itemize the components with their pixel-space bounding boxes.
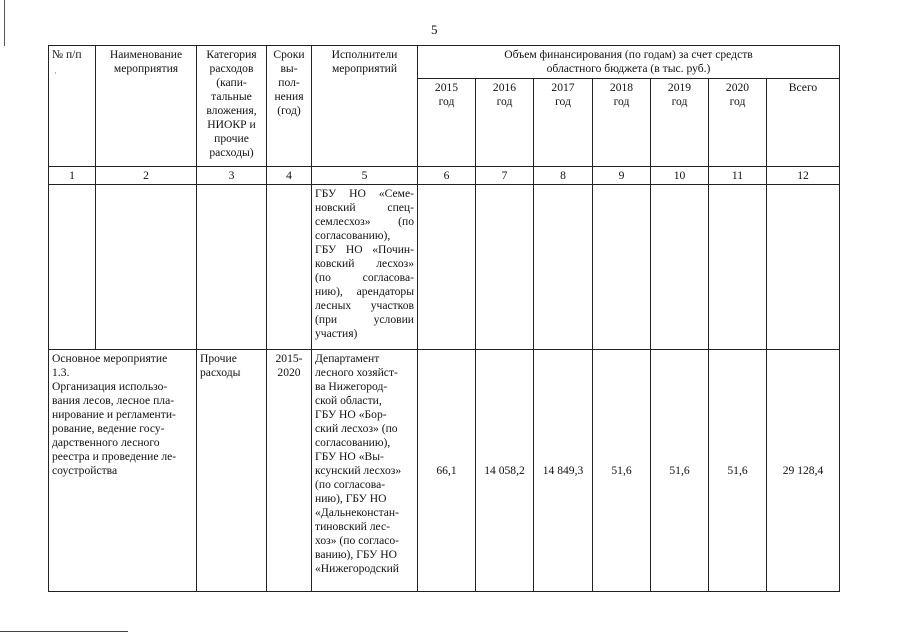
table-cell	[593, 185, 651, 350]
footnote-rule	[0, 631, 128, 632]
column-number: 11	[709, 167, 767, 185]
column-number: 1	[49, 167, 96, 185]
column-numbers-row	[49, 167, 840, 185]
funding-table	[48, 45, 840, 592]
header-col-funding: Объем финансирования (по годам) за счет средств областного бюджета (в тыс. руб.)	[418, 46, 840, 79]
table-cell	[709, 185, 767, 350]
table-row-continuation	[49, 185, 840, 350]
column-number: 12	[767, 167, 840, 185]
header-year-2020: 2020 год	[709, 79, 767, 167]
header-year-2015: 2015 год	[418, 79, 476, 167]
column-number: 7	[476, 167, 534, 185]
value-2017: 14 849,3	[534, 350, 593, 592]
column-number: 4	[267, 167, 312, 185]
table-cell	[197, 185, 267, 350]
table-row-main-activity	[49, 350, 840, 592]
table-cell	[49, 185, 96, 350]
column-number: 5	[312, 167, 418, 185]
table-cell	[418, 185, 476, 350]
table-cell	[96, 185, 197, 350]
header-total: Всего	[767, 79, 840, 167]
value-2019: 51,6	[651, 350, 709, 592]
header-year-2017: 2017 год	[534, 79, 593, 167]
header-col-name: Наименование мероприятия	[96, 46, 197, 167]
header-year-2016: 2016 год	[476, 79, 534, 167]
header-col-term: Сроки вы- пол- нения (год)	[267, 46, 312, 167]
stray-mark: ·	[54, 68, 57, 78]
header-col-category: Категория расходов (капи- тальные вложения, НИОКР и прочие расходы)	[197, 46, 267, 167]
page-edge-mark	[4, 0, 5, 46]
table-cell	[767, 185, 840, 350]
value-total: 29 128,4	[767, 350, 840, 592]
header-row-top	[49, 46, 840, 79]
column-number: 6	[418, 167, 476, 185]
table-cell	[476, 185, 534, 350]
column-number: 9	[593, 167, 651, 185]
column-number: 2	[96, 167, 197, 185]
value-2016: 14 058,2	[476, 350, 534, 592]
column-number: 10	[651, 167, 709, 185]
value-2018: 51,6	[593, 350, 651, 592]
executors-cell: ГБУ НО «Семе- новский спец- семлесхоз» (по согласованию), ГБУ НО «Почин- ковский лесхоз» (по согласова- нию), арендаторы лесных участков (при условии участия)	[312, 185, 418, 350]
column-number: 8	[534, 167, 593, 185]
header-year-2019: 2019 год	[651, 79, 709, 167]
column-number: 3	[197, 167, 267, 185]
table-cell	[534, 185, 593, 350]
header-col-no: № п/п ·	[49, 46, 96, 167]
executors-cell: Департамент лесного хозяйст- ва Нижегород- ской области, ГБУ НО «Бор- ский лесхоз» (по согласованию), ГБУ НО «Вы- ксунский лесхоз» (по согласова- нию), ГБУ НО «Дальнеконстан- тиновский лес- хоз» (по согласо- ванию), ГБУ НО «Нижегородский	[312, 350, 418, 592]
category-cell: Прочие расходы	[197, 350, 267, 592]
term-cell: 2015- 2020	[267, 350, 312, 592]
value-2020: 51,6	[709, 350, 767, 592]
page-number: 5	[431, 22, 438, 37]
table-cell	[651, 185, 709, 350]
table-cell	[267, 185, 312, 350]
value-2015: 66,1	[418, 350, 476, 592]
activity-name-cell: Основное мероприятие 1.3. Организация использо- вания лесов, лесное пла- нирование и регламенти- рование, ведение госу- дарственного лесного реестра и проведение ле- соустройства	[49, 350, 197, 592]
header-col-executors: Исполнители мероприятий	[312, 46, 418, 167]
header-year-2018: 2018 год	[593, 79, 651, 167]
